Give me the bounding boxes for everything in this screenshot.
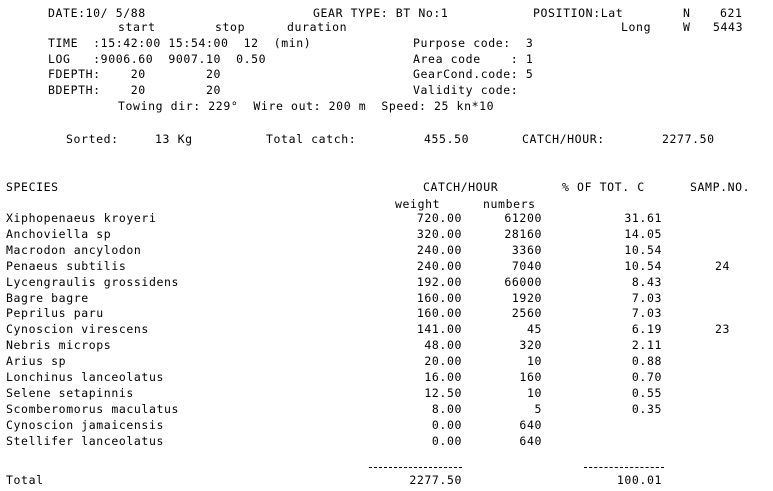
species-name: Xiphopenaeus kroyeri	[6, 211, 157, 225]
catch-per-hour-value: 2277.50	[662, 132, 715, 146]
numbers-value: 5	[534, 402, 542, 416]
total-catch-label: Total catch:	[266, 132, 357, 146]
gearcond-code: GearCond.code: 5	[413, 67, 534, 81]
weight-value: 192.00	[416, 275, 462, 289]
pct-value: 31.61	[624, 211, 662, 225]
samp-no-value: 24	[714, 259, 730, 273]
time-row: TIME :15:42:00 15:54:00 12 (min)	[48, 36, 312, 50]
numbers-value: 7040	[511, 259, 542, 273]
purpose-code: Purpose code: 3	[413, 36, 534, 50]
weight-value: 720.00	[416, 211, 462, 225]
catch-hour-header: CATCH/HOUR	[423, 180, 499, 194]
species-name: Lonchinus lanceolatus	[6, 370, 164, 384]
numbers-value: 66000	[504, 275, 542, 289]
weight-value: 0.00	[431, 434, 462, 448]
weight-header: weight	[395, 197, 441, 211]
pct-value: 0.55	[631, 386, 662, 400]
weight-total-rule	[369, 467, 462, 468]
validity-code: Validity code:	[413, 83, 519, 97]
total-pct: 100.01	[616, 473, 662, 487]
long-value: 5443	[713, 20, 744, 34]
weight-value: 141.00	[416, 322, 462, 336]
pct-value: 14.05	[624, 227, 662, 241]
numbers-header: numbers	[483, 197, 536, 211]
species-name: Scomberomorus maculatus	[6, 402, 180, 416]
pct-value: 0.35	[631, 402, 662, 416]
pct-total-header: % OF TOT. C	[562, 180, 645, 194]
pct-total-rule	[584, 467, 664, 468]
date-field: DATE:10/ 5/88	[48, 6, 146, 20]
lat-hemisphere: N	[683, 6, 691, 20]
numbers-value: 320	[519, 338, 542, 352]
numbers-value: 160	[519, 370, 542, 384]
numbers-value: 61200	[504, 211, 542, 225]
weight-value: 48.00	[424, 338, 462, 352]
weight-value: 240.00	[416, 259, 462, 273]
weight-value: 20.00	[424, 354, 462, 368]
weight-value: 0.00	[431, 418, 462, 432]
pct-value: 7.03	[631, 306, 662, 320]
pct-value: 0.70	[631, 370, 662, 384]
numbers-value: 10	[526, 386, 542, 400]
pct-value: 7.03	[631, 291, 662, 305]
weight-value: 12.50	[424, 386, 462, 400]
species-name: Arius sp	[6, 354, 67, 368]
numbers-value: 3360	[511, 243, 542, 257]
weight-value: 240.00	[416, 243, 462, 257]
species-header: SPECIES	[6, 180, 59, 194]
gear-type-field: GEAR TYPE: BT No:1	[313, 6, 449, 20]
pct-value: 6.19	[631, 322, 662, 336]
catch-per-hour-label: CATCH/HOUR:	[522, 132, 605, 146]
numbers-value: 640	[519, 418, 542, 432]
pct-value: 10.54	[624, 243, 662, 257]
pct-value: 0.88	[631, 354, 662, 368]
species-name: Nebris microps	[6, 338, 112, 352]
species-name: Macrodon ancylodon	[6, 243, 142, 257]
long-hemisphere: W	[683, 20, 691, 34]
species-name: Anchoviella sp	[6, 227, 112, 241]
bdepth-row: BDEPTH: 20 20	[48, 83, 222, 97]
col-start-header: start	[118, 20, 156, 34]
weight-value: 160.00	[416, 291, 462, 305]
position-label: POSITION:Lat	[533, 6, 624, 20]
total-weight: 2277.50	[409, 473, 462, 487]
total-catch-value: 455.50	[424, 132, 470, 146]
area-code: Area code : 1	[413, 52, 534, 66]
species-name: Cynoscion jamaicensis	[6, 418, 164, 432]
weight-value: 320.00	[416, 227, 462, 241]
samp-no-value: 23	[714, 322, 730, 336]
col-duration-header: duration	[287, 20, 348, 34]
numbers-value: 1920	[511, 291, 542, 305]
species-name: Peprilus paru	[6, 306, 104, 320]
weight-value: 16.00	[424, 370, 462, 384]
towing-row: Towing dir: 229° Wire out: 200 m Speed: 25 kn*10	[118, 99, 495, 113]
species-name: Lycengraulis grossidens	[6, 275, 180, 289]
numbers-value: 10	[526, 354, 542, 368]
fdepth-row: FDEPTH: 20 20	[48, 67, 222, 81]
col-stop-header: stop	[215, 20, 246, 34]
species-name: Selene setapinnis	[6, 386, 134, 400]
numbers-value: 45	[526, 322, 542, 336]
sorted-label: Sorted:	[66, 132, 119, 146]
numbers-value: 28160	[504, 227, 542, 241]
pct-value: 8.43	[631, 275, 662, 289]
species-name: Stellifer lanceolatus	[6, 434, 164, 448]
long-label: Long	[621, 20, 652, 34]
weight-value: 160.00	[416, 306, 462, 320]
numbers-value: 2560	[511, 306, 542, 320]
pct-value: 2.11	[631, 338, 662, 352]
total-label: Total	[6, 473, 44, 487]
samp-no-header: SAMP.NO.	[690, 180, 751, 194]
sorted-value: 13 Kg	[155, 132, 193, 146]
pct-value: 10.54	[624, 259, 662, 273]
numbers-value: 640	[519, 434, 542, 448]
species-name: Cynoscion virescens	[6, 322, 149, 336]
species-name: Penaeus subtilis	[6, 259, 127, 273]
lat-value: 621	[720, 6, 743, 20]
species-name: Bagre bagre	[6, 291, 89, 305]
log-row: LOG :9006.60 9007.10 0.50	[48, 52, 267, 66]
weight-value: 8.00	[431, 402, 462, 416]
